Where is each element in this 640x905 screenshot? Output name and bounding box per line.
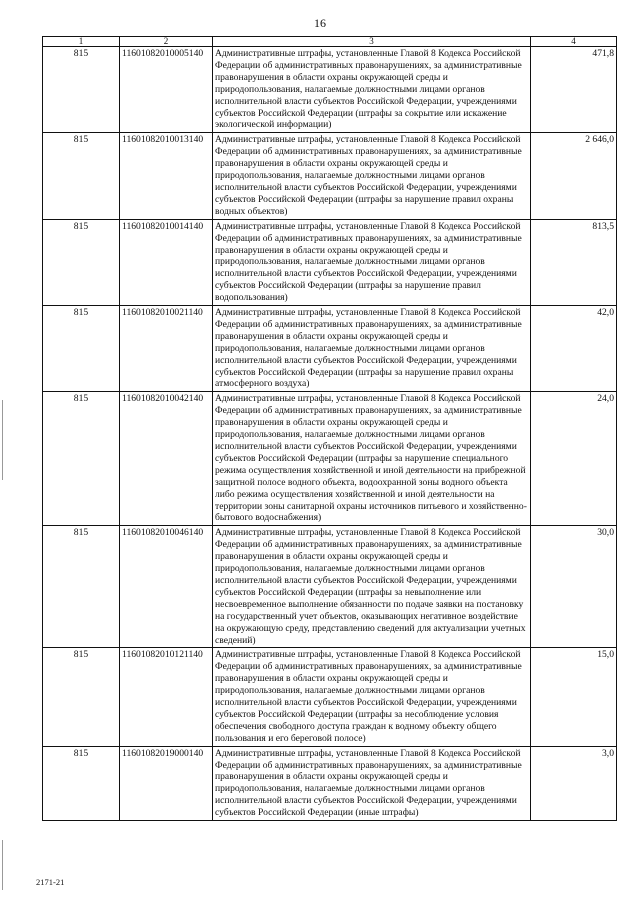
description-cell: Административные штрафы, установленные Главой 8 Кодекса Российской Федерации об административных правонарушениях, за административные правонарушения в области охраны окружающей среды и природопользования, налагаемые должностными лицами органов исполнительной власти субъектов Российской Федерации, учреждениями субъектов Российской Федерации (штрафы за сокрытие или искажение экологической информации) xyxy=(213,47,531,133)
admin-code-cell: 815 xyxy=(43,219,120,305)
column-header-2: 2 xyxy=(120,37,213,47)
kbk-code-cell: 11601082010046140 xyxy=(120,526,213,648)
amount-cell: 813,5 xyxy=(531,219,617,305)
table-row xyxy=(43,306,617,392)
table-row xyxy=(43,47,617,133)
amount-cell: 2 646,0 xyxy=(531,133,617,219)
admin-code-cell: 815 xyxy=(43,526,120,648)
description-cell: Административные штрафы, установленные Главой 8 Кодекса Российской Федерации об административных правонарушениях, за административные правонарушения в области охраны окружающей среды и природопользования, налагаемые должностными лицами органов исполнительной власти субъектов Российской Федерации, учреждениями субъектов Российской Федерации (штрафы за несоблюдение условия обеспечения свободного доступа граждан к водному объекту общего пользования и его береговой полосе) xyxy=(213,648,531,746)
column-header-3: 3 xyxy=(213,37,531,47)
table-row xyxy=(43,746,617,820)
description-cell: Административные штрафы, установленные Главой 8 Кодекса Российской Федерации об административных правонарушениях, за административные правонарушения в области охраны окружающей среды и природопользования, налагаемые должностными лицами органов исполнительной власти субъектов Российской Федерации, учреждениями субъектов Российской Федерации (иные штрафы) xyxy=(213,746,531,820)
kbk-code-cell: 11601082010013140 xyxy=(120,133,213,219)
column-header-1: 1 xyxy=(43,37,120,47)
kbk-code-cell: 11601082010021140 xyxy=(120,306,213,392)
kbk-code-cell: 11601082010005140 xyxy=(120,47,213,133)
admin-code-cell: 815 xyxy=(43,746,120,820)
amount-cell: 30,0 xyxy=(531,526,617,648)
kbk-code-cell: 11601082010121140 xyxy=(120,648,213,746)
column-header-4: 4 xyxy=(531,37,617,47)
admin-code-cell: 815 xyxy=(43,392,120,526)
table-row xyxy=(43,392,617,526)
table-row xyxy=(43,648,617,746)
table-row xyxy=(43,219,617,305)
table-row xyxy=(43,133,617,219)
scan-margin-line xyxy=(2,840,3,890)
amount-cell: 3,0 xyxy=(531,746,617,820)
amount-cell: 42,0 xyxy=(531,306,617,392)
document-code: 2171-21 xyxy=(36,877,65,887)
admin-code-cell: 815 xyxy=(43,648,120,746)
kbk-code-cell: 11601082010014140 xyxy=(120,219,213,305)
description-cell: Административные штрафы, установленные Главой 8 Кодекса Российской Федерации об административных правонарушениях, за административные правонарушения в области охраны окружающей среды и природопользования, налагаемые должностными лицами органов исполнительной власти субъектов Российской Федерации, учреждениями субъектов Российской Федерации (штрафы за нарушение правил охраны атмосферного воздуха) xyxy=(213,306,531,392)
kbk-code-cell: 11601082010042140 xyxy=(120,392,213,526)
page-number: 16 xyxy=(314,16,326,30)
description-cell: Административные штрафы, установленные Главой 8 Кодекса Российской Федерации об административных правонарушениях, за административные правонарушения в области охраны окружающей среды и природопользования, налагаемые должностными лицами органов исполнительной власти субъектов Российской Федерации, учреждениями субъектов Российской Федерации (штрафы за нарушение правил водопользования) xyxy=(213,219,531,305)
scan-margin-line xyxy=(2,400,3,480)
table-row xyxy=(43,526,617,648)
kbk-code-cell: 11601082019000140 xyxy=(120,746,213,820)
description-cell: Административные штрафы, установленные Главой 8 Кодекса Российской Федерации об административных правонарушениях, за административные правонарушения в области охраны окружающей среды и природопользования, налагаемые должностными лицами органов исполнительной власти субъектов Российской Федерации, учреждениями субъектов Российской Федерации (штрафы за нарушение специального режима осуществления хозяйственной и иной деятельности на прибрежной защитной полосе водного объекта, водоохранной зоны водного объекта либо режима осуществления хозяйственной и иной деятельности на территории зоны санитарной охраны источников питьевого и хозяйственно-бытового водоснабжения) xyxy=(213,392,531,526)
amount-cell: 471,8 xyxy=(531,47,617,133)
table-header-row xyxy=(43,37,617,47)
amount-cell: 24,0 xyxy=(531,392,617,526)
amount-cell: 15,0 xyxy=(531,648,617,746)
budget-table xyxy=(42,36,617,821)
admin-code-cell: 815 xyxy=(43,47,120,133)
admin-code-cell: 815 xyxy=(43,306,120,392)
description-cell: Административные штрафы, установленные Главой 8 Кодекса Российской Федерации об административных правонарушениях, за административные правонарушения в области охраны окружающей среды и природопользования, налагаемые должностными лицами органов исполнительной власти субъектов Российской Федерации, учреждениями субъектов Российской Федерации (штрафы за невыполнение или несвоевременное выполнение обязанности по подаче заявки на постановку на государственный учет объектов, оказывающих негативное воздействие на окружающую среду, представлению сведений для актуализации учетных сведений) xyxy=(213,526,531,648)
description-cell: Административные штрафы, установленные Главой 8 Кодекса Российской Федерации об административных правонарушениях, за административные правонарушения в области охраны окружающей среды и природопользования, налагаемые должностными лицами органов исполнительной власти субъектов Российской Федерации, учреждениями субъектов Российской Федерации (штрафы за нарушение правил охраны водных объектов) xyxy=(213,133,531,219)
admin-code-cell: 815 xyxy=(43,133,120,219)
